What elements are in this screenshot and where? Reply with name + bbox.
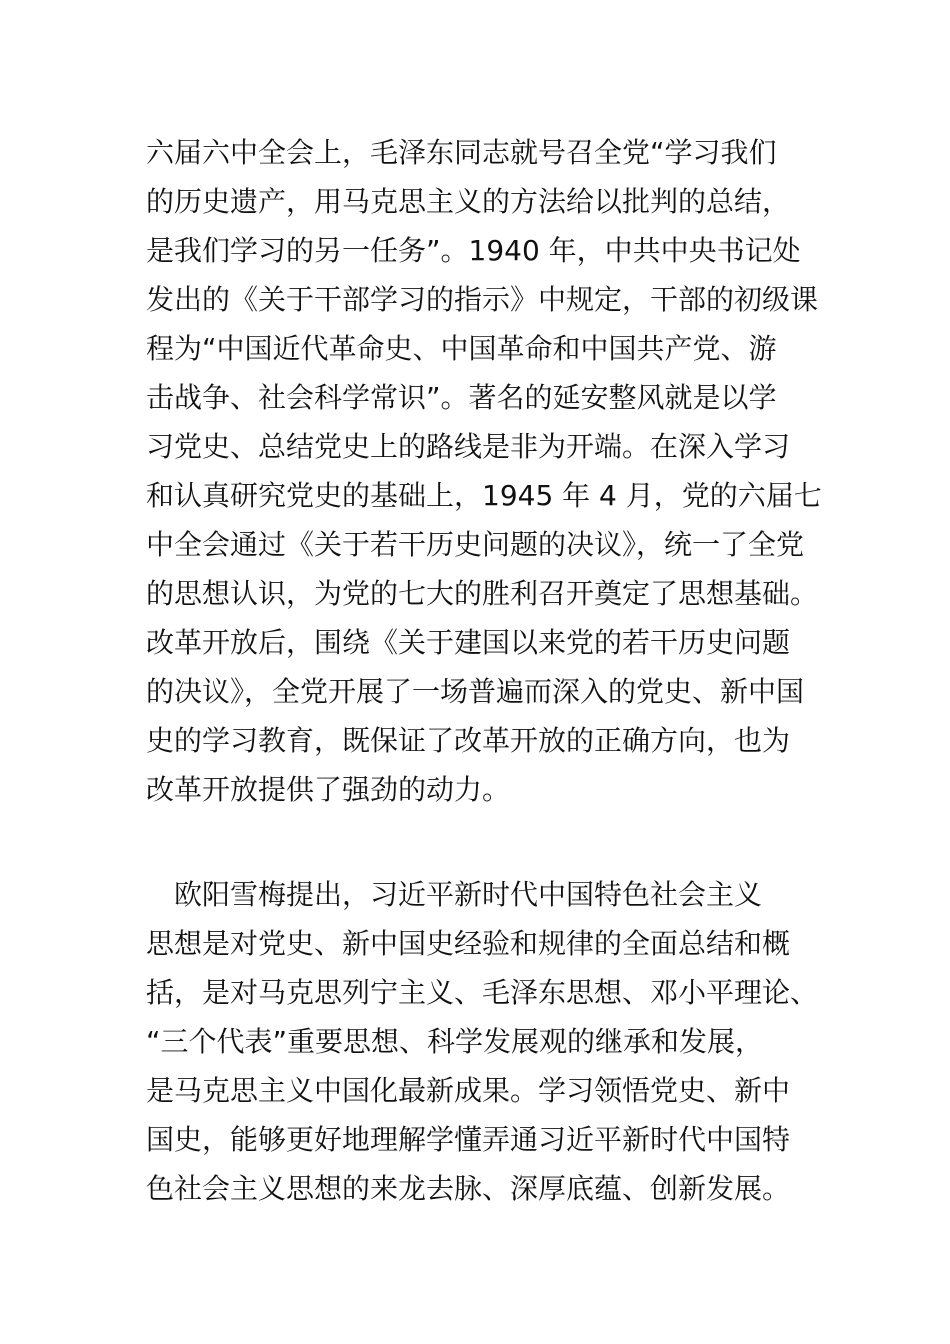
paragraph-2	[146, 870, 826, 1213]
paragraph-1	[146, 128, 826, 814]
text-line: 和认真研究党史的基础上，1945 年 4 月，党的六届七	[146, 479, 822, 512]
text-line: 程为“中国近代革命史、中国革命和中国共产党、游	[146, 332, 777, 365]
text-line: 欧阳雪梅提出，习近平新时代中国特色社会主义	[146, 878, 763, 911]
text-line: 改革开放提供了强劲的动力。	[146, 773, 511, 806]
text-line: 击战争、社会科学常识”。著名的延安整风就是以学	[146, 381, 777, 414]
text-line: 发出的《关于干部学习的指示》中规定，干部的初级课	[146, 283, 819, 316]
text-line: 的思想认识，为党的七大的胜利召开奠定了思想基础。	[146, 577, 819, 610]
text-line: 思想是对党史、新中国史经验和规律的全面总结和概	[146, 927, 791, 960]
text-line: 色社会主义思想的来龙去脉、深厚底蕴、创新发展。	[146, 1172, 791, 1205]
text-line: 中全会通过《关于若干历史问题的决议》，统一了全党	[146, 528, 805, 561]
text-line: 的决议》，全党开展了一场普遍而深入的党史、新中国	[146, 675, 805, 708]
text-line: 国史，能够更好地理解学懂弄通习近平新时代中国特	[146, 1123, 791, 1156]
text-line: “三个代表”重要思想、科学发展观的继承和发展，	[146, 1025, 764, 1058]
text-line: 六届六中全会上，毛泽东同志就号召全党“学习我们	[146, 136, 777, 169]
text-line: 是马克思主义中国化最新成果。学习领悟党史、新中	[146, 1074, 791, 1107]
text-line: 史的学习教育，既保证了改革开放的正确方向，也为	[146, 724, 791, 757]
text-line: 括，是对马克思列宁主义、毛泽东思想、邓小平理论、	[146, 976, 819, 1009]
text-line: 习党史、总结党史上的路线是非为开端。在深入学习	[146, 430, 791, 463]
paragraph-spacer	[146, 814, 826, 870]
text-line: 的历史遗产，用马克思主义的方法给以批判的总结，	[146, 185, 791, 218]
text-line: 是我们学习的另一任务”。1940 年，中共中央书记处	[146, 234, 801, 267]
document-body	[146, 128, 826, 1213]
text-line: 改革开放后，围绕《关于建国以来党的若干历史问题	[146, 626, 791, 659]
